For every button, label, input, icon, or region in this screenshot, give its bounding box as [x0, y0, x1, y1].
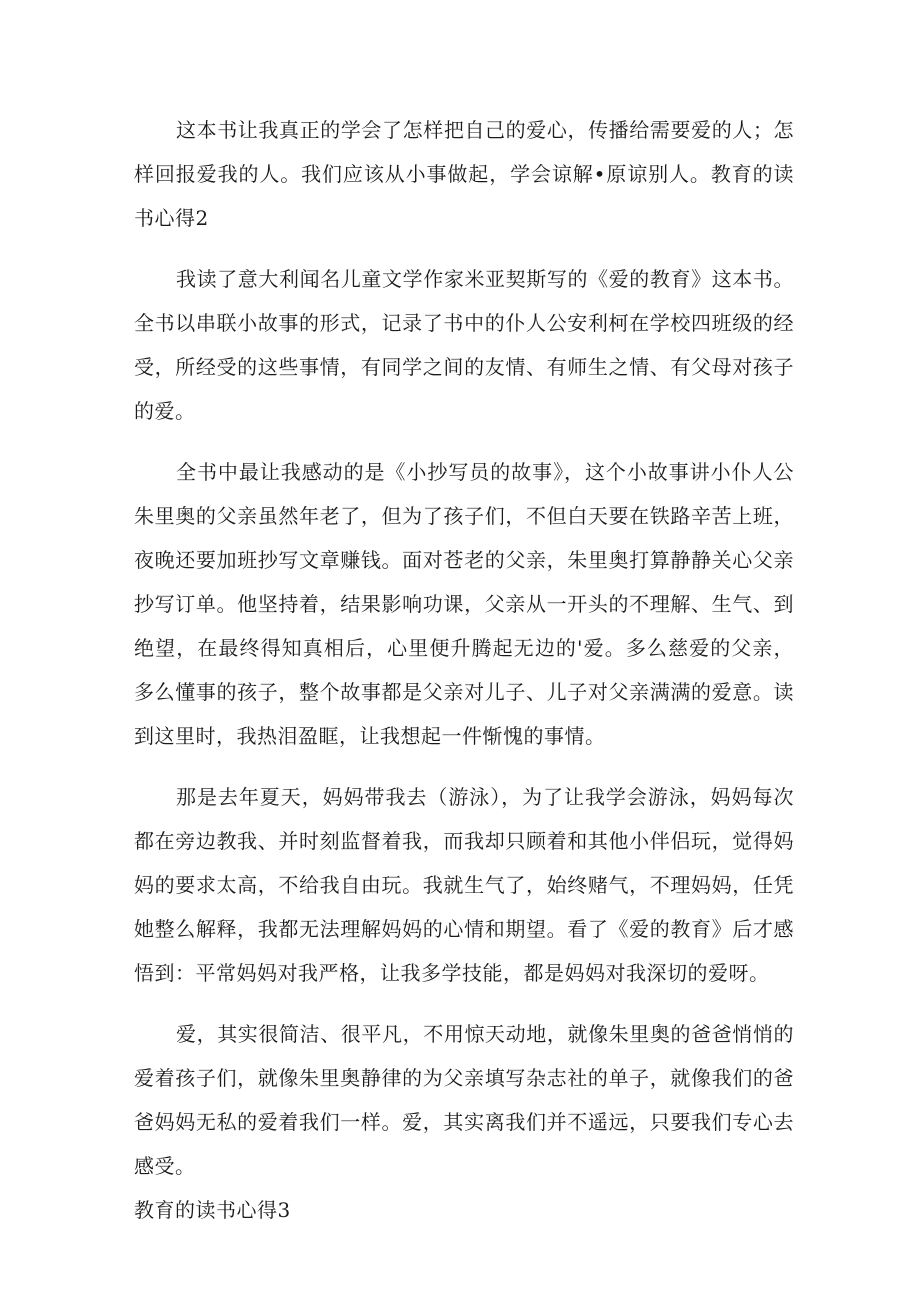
paragraph-4: 那是去年夏天，妈妈带我去（游泳），为了让我学会游泳，妈妈每次都在旁边教我、并时刻监督着我，而我却只顾着和其他小伴侣玩，觉得妈妈的要求太高，不给我自由玩。我就生气了，始终赌气，不理妈妈，任凭她整么解释，我都无法理解妈妈的心情和期望。看了《爱的教育》后才感悟到：平常妈妈对我严格，让我多学技能，都是妈妈对我深切的爱呀。 [134, 785, 794, 985]
paragraph-3: 全书中最让我感动的是《小抄写员的故事》，这个小故事讲小仆人公朱里奥的父亲虽然年老了，但为了孩子们，不但白天要在铁路辛苦上班，夜晚还要加班抄写文章赚钱。面对苍老的父亲，朱里奥打算静静关心父亲抄写订单。他坚持着，结果影响功课，父亲从一开头的不理解、生气、到绝望，在最终得知真相后，心里便升腾起无边的'爱。多么慈爱的父亲，多么懂事的孩子，整个故事都是父亲对儿子、儿子对父亲满满的爱意。读到这里时，我热泪盈眶，让我想起一件惭愧的事情。 [134, 460, 794, 748]
document-body [134, 108, 794, 1232]
section-heading: 教育的读书心得3 [134, 1198, 291, 1222]
paragraph-5: 爱，其实很简洁、很平凡，不用惊天动地，就像朱里奥的爸爸悄悄的爱着孩子们，就像朱里奥静律的为父亲填写杂志社的单子，就像我们的爸爸妈妈无私的爱着我们一样。爱，其实离我们并不遥远，只要我们专心去感受。 [134, 1022, 794, 1178]
paragraph-1: 这本书让我真正的学会了怎样把自己的爱心，传播给需要爱的人；怎样回报爱我的人。我们应该从小事做起，学会谅解•原谅别人。教育的读书心得2 [134, 118, 794, 230]
paragraph-2: 我读了意大利闻名儿童文学作家米亚契斯写的《爱的教育》这本书。全书以串联小故事的形式，记录了书中的仆人公安利柯在学校四班级的经受，所经受的这些事情，有同学之间的友情、有师生之情、有父母对孩子的爱。 [134, 267, 794, 423]
